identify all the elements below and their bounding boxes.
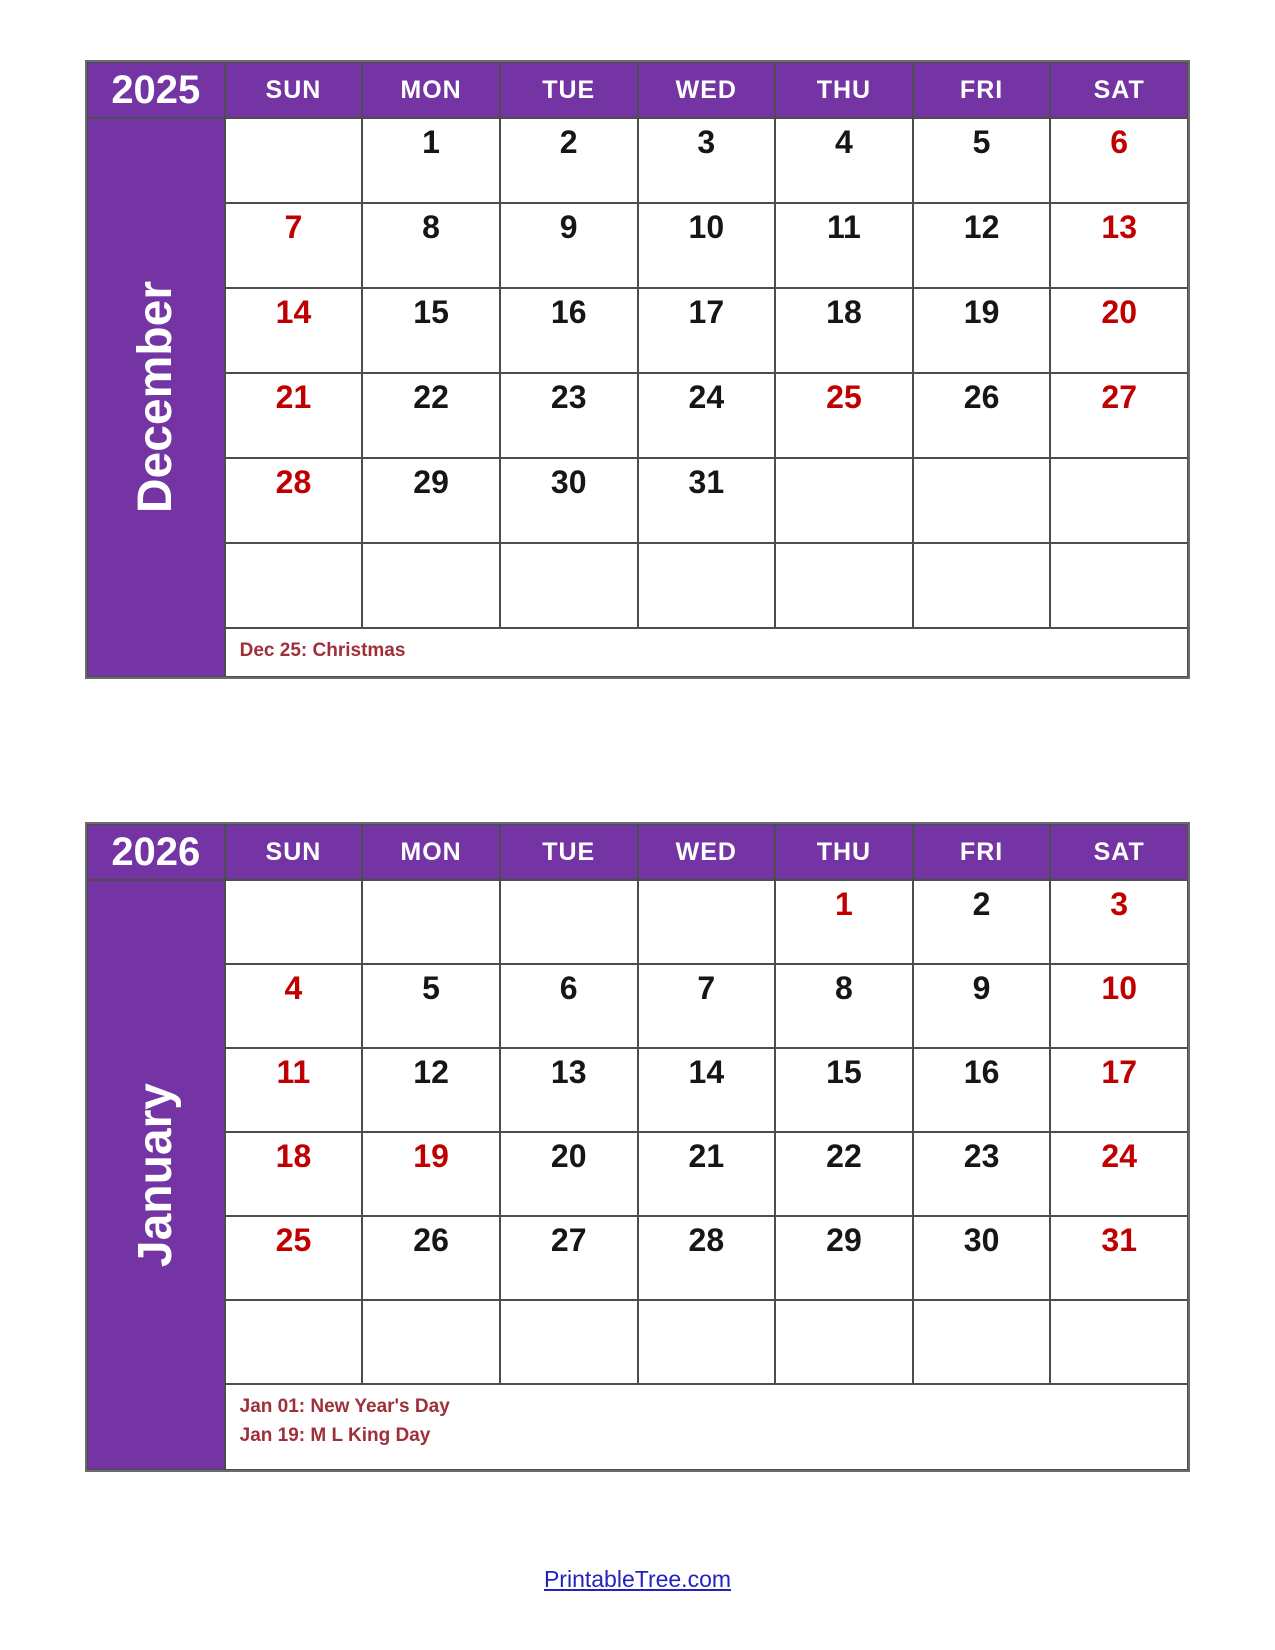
date-cell: 9 xyxy=(500,203,638,288)
date-cell: 4 xyxy=(775,118,913,203)
holiday-notes xyxy=(225,1384,1188,1470)
date-cell: 10 xyxy=(1050,964,1188,1048)
empty-date-cell xyxy=(225,1300,363,1384)
date-cell: 12 xyxy=(913,203,1051,288)
date-cell: 16 xyxy=(913,1048,1051,1132)
date-cell: 2 xyxy=(500,118,638,203)
month-label: December xyxy=(129,281,183,514)
date-cell: 30 xyxy=(500,458,638,543)
date-cell: 20 xyxy=(1050,288,1188,373)
weekday-header-tue: TUE xyxy=(500,62,638,118)
weekday-header-fri: FRI xyxy=(913,824,1051,880)
empty-date-cell xyxy=(775,458,913,543)
empty-date-cell xyxy=(638,1300,776,1384)
date-cell: 10 xyxy=(638,203,776,288)
weekday-header-thu: THU xyxy=(775,824,913,880)
date-cell: 29 xyxy=(362,458,500,543)
weekday-header-tue: TUE xyxy=(500,824,638,880)
empty-date-cell xyxy=(775,1300,913,1384)
date-cell: 13 xyxy=(500,1048,638,1132)
empty-date-cell xyxy=(362,1300,500,1384)
date-cell: 28 xyxy=(638,1216,776,1300)
empty-date-cell xyxy=(638,880,776,964)
empty-date-cell xyxy=(913,1300,1051,1384)
date-cell: 17 xyxy=(638,288,776,373)
date-cell: 6 xyxy=(500,964,638,1048)
date-cell: 8 xyxy=(362,203,500,288)
empty-date-cell xyxy=(225,543,363,628)
date-cell: 18 xyxy=(775,288,913,373)
date-cell: 25 xyxy=(225,1216,363,1300)
weekday-header-mon: MON xyxy=(362,62,500,118)
date-cell: 7 xyxy=(638,964,776,1048)
date-cell: 11 xyxy=(225,1048,363,1132)
date-cell: 6 xyxy=(1050,118,1188,203)
calendar-block-december-2025 xyxy=(85,60,1190,679)
date-cell: 25 xyxy=(775,373,913,458)
weekday-header-fri: FRI xyxy=(913,62,1051,118)
holiday-notes xyxy=(225,628,1188,677)
date-cell: 16 xyxy=(500,288,638,373)
date-cell: 26 xyxy=(362,1216,500,1300)
weekday-header-thu: THU xyxy=(775,62,913,118)
empty-date-cell xyxy=(362,880,500,964)
empty-date-cell xyxy=(500,1300,638,1384)
date-cell: 23 xyxy=(913,1132,1051,1216)
date-cell: 5 xyxy=(913,118,1051,203)
date-cell: 21 xyxy=(638,1132,776,1216)
weekday-header-wed: WED xyxy=(638,62,776,118)
date-cell: 7 xyxy=(225,203,363,288)
date-cell: 11 xyxy=(775,203,913,288)
empty-date-cell xyxy=(500,880,638,964)
empty-date-cell xyxy=(1050,458,1188,543)
empty-date-cell xyxy=(1050,1300,1188,1384)
date-cell: 26 xyxy=(913,373,1051,458)
weekday-header-sat: SAT xyxy=(1050,824,1188,880)
date-cell: 21 xyxy=(225,373,363,458)
date-cell: 8 xyxy=(775,964,913,1048)
empty-date-cell xyxy=(1050,543,1188,628)
footer-link[interactable]: PrintableTree.com xyxy=(543,1566,732,1592)
date-cell: 3 xyxy=(1050,880,1188,964)
weekday-header-sun: SUN xyxy=(225,62,363,118)
date-cell: 31 xyxy=(638,458,776,543)
date-cell: 31 xyxy=(1050,1216,1188,1300)
date-cell: 27 xyxy=(500,1216,638,1300)
date-cell: 23 xyxy=(500,373,638,458)
date-cell: 17 xyxy=(1050,1048,1188,1132)
month-sidebar xyxy=(87,118,225,677)
date-cell: 24 xyxy=(638,373,776,458)
date-cell: 3 xyxy=(638,118,776,203)
date-cell: 19 xyxy=(362,1132,500,1216)
date-cell: 5 xyxy=(362,964,500,1048)
date-cell: 9 xyxy=(913,964,1051,1048)
empty-date-cell xyxy=(638,543,776,628)
date-cell: 20 xyxy=(500,1132,638,1216)
date-cell: 1 xyxy=(775,880,913,964)
date-cell: 22 xyxy=(775,1132,913,1216)
date-cell: 1 xyxy=(362,118,500,203)
date-cell: 28 xyxy=(225,458,363,543)
date-cell: 14 xyxy=(225,288,363,373)
date-cell: 27 xyxy=(1050,373,1188,458)
date-cell: 29 xyxy=(775,1216,913,1300)
year-label: 2025 xyxy=(87,62,225,118)
date-cell: 30 xyxy=(913,1216,1051,1300)
date-cell: 18 xyxy=(225,1132,363,1216)
empty-date-cell xyxy=(500,543,638,628)
holiday-note: Jan 01: New Year's Day xyxy=(239,1396,450,1417)
empty-date-cell xyxy=(362,543,500,628)
footer xyxy=(0,1566,1275,1593)
month-label: January xyxy=(129,1082,183,1268)
holiday-note: Dec 25: Christmas xyxy=(239,640,406,661)
weekday-header-sat: SAT xyxy=(1050,62,1188,118)
date-cell: 12 xyxy=(362,1048,500,1132)
year-label: 2026 xyxy=(87,824,225,880)
date-cell: 24 xyxy=(1050,1132,1188,1216)
empty-date-cell xyxy=(913,458,1051,543)
date-cell: 14 xyxy=(638,1048,776,1132)
weekday-header-mon: MON xyxy=(362,824,500,880)
month-sidebar xyxy=(87,880,225,1470)
date-cell: 15 xyxy=(775,1048,913,1132)
date-cell: 2 xyxy=(913,880,1051,964)
empty-date-cell xyxy=(225,118,363,203)
date-cell: 19 xyxy=(913,288,1051,373)
weekday-header-sun: SUN xyxy=(225,824,363,880)
date-cell: 22 xyxy=(362,373,500,458)
date-cell: 15 xyxy=(362,288,500,373)
calendar-block-january-2026 xyxy=(85,822,1190,1472)
date-cell: 4 xyxy=(225,964,363,1048)
holiday-note: Jan 19: M L King Day xyxy=(239,1425,431,1447)
empty-date-cell xyxy=(775,543,913,628)
weekday-header-wed: WED xyxy=(638,824,776,880)
empty-date-cell xyxy=(225,880,363,964)
empty-date-cell xyxy=(913,543,1051,628)
date-cell: 13 xyxy=(1050,203,1188,288)
